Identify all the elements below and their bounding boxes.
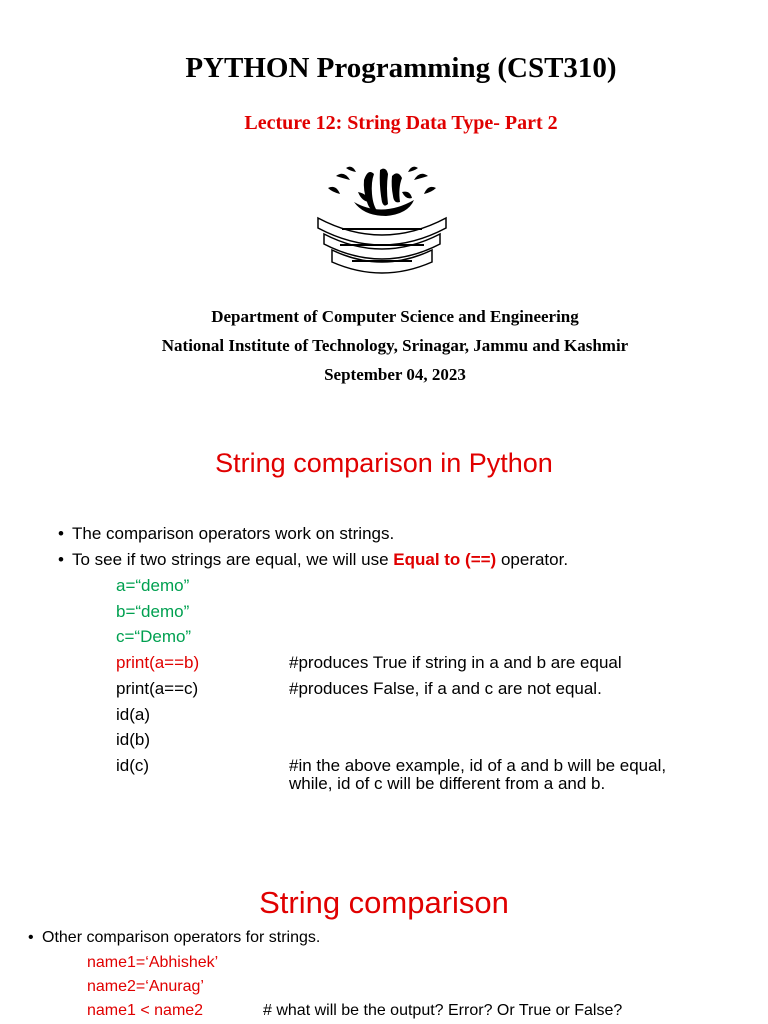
- bullet-text: Other comparison operators for strings.: [42, 929, 321, 946]
- code-comment: # what will be the output? Error? Or True or False?: [263, 1002, 623, 1019]
- code-line: name1 < name2: [87, 1002, 204, 1019]
- nit-srinagar-logo-emblem: [306, 162, 458, 276]
- page-title: PYTHON Programming (CST310): [185, 52, 617, 84]
- slide2-bullet-2: [58, 550, 568, 570]
- slide2-bullet-1: [58, 524, 394, 544]
- code-line: b=“demo”: [116, 602, 190, 621]
- bullet-text-prefix: To see if two strings are equal, we will use: [72, 550, 394, 569]
- lecture-date: September 04, 2023: [324, 365, 466, 384]
- equal-operator-highlight: Equal to (==): [393, 550, 497, 569]
- slide3-bullet-1: [28, 929, 320, 947]
- code-comment: #produces False, if a and c are not equal.: [289, 679, 602, 698]
- code-line: id(b): [116, 730, 151, 749]
- bullet-dot-icon: •: [58, 524, 64, 543]
- bullet-dot-icon: •: [28, 929, 34, 946]
- bullet-text: The comparison operators work on strings.: [72, 524, 395, 543]
- code-line: name2=‘Anurag’: [87, 978, 204, 995]
- code-line: a=“demo”: [116, 576, 190, 595]
- slide2-heading: String comparison in Python: [215, 448, 553, 478]
- lecture-subtitle: Lecture 12: String Data Type- Part 2: [244, 112, 558, 134]
- code-line: print(a==c): [116, 679, 199, 698]
- department-name: Department of Computer Science and Engineering: [211, 307, 579, 326]
- bullet-text-suffix: operator.: [496, 550, 569, 569]
- code-line: id(c): [116, 756, 150, 775]
- code-line: id(a): [116, 705, 151, 724]
- code-comment-continued: while, id of c will be different from a and b.: [289, 774, 606, 793]
- bullet-dot-icon: •: [58, 550, 64, 569]
- code-comment: #produces True if string in a and b are equal: [289, 653, 622, 672]
- code-line: name1=‘Abhishek’: [87, 954, 219, 971]
- code-line: print(a==b): [116, 653, 200, 672]
- slide3-heading: String comparison: [259, 885, 509, 920]
- code-line: c=“Demo”: [116, 627, 192, 646]
- code-comment: #in the above example, id of a and b will be equal,: [289, 756, 667, 775]
- institute-name: National Institute of Technology, Srinagar, Jammu and Kashmir: [161, 336, 629, 355]
